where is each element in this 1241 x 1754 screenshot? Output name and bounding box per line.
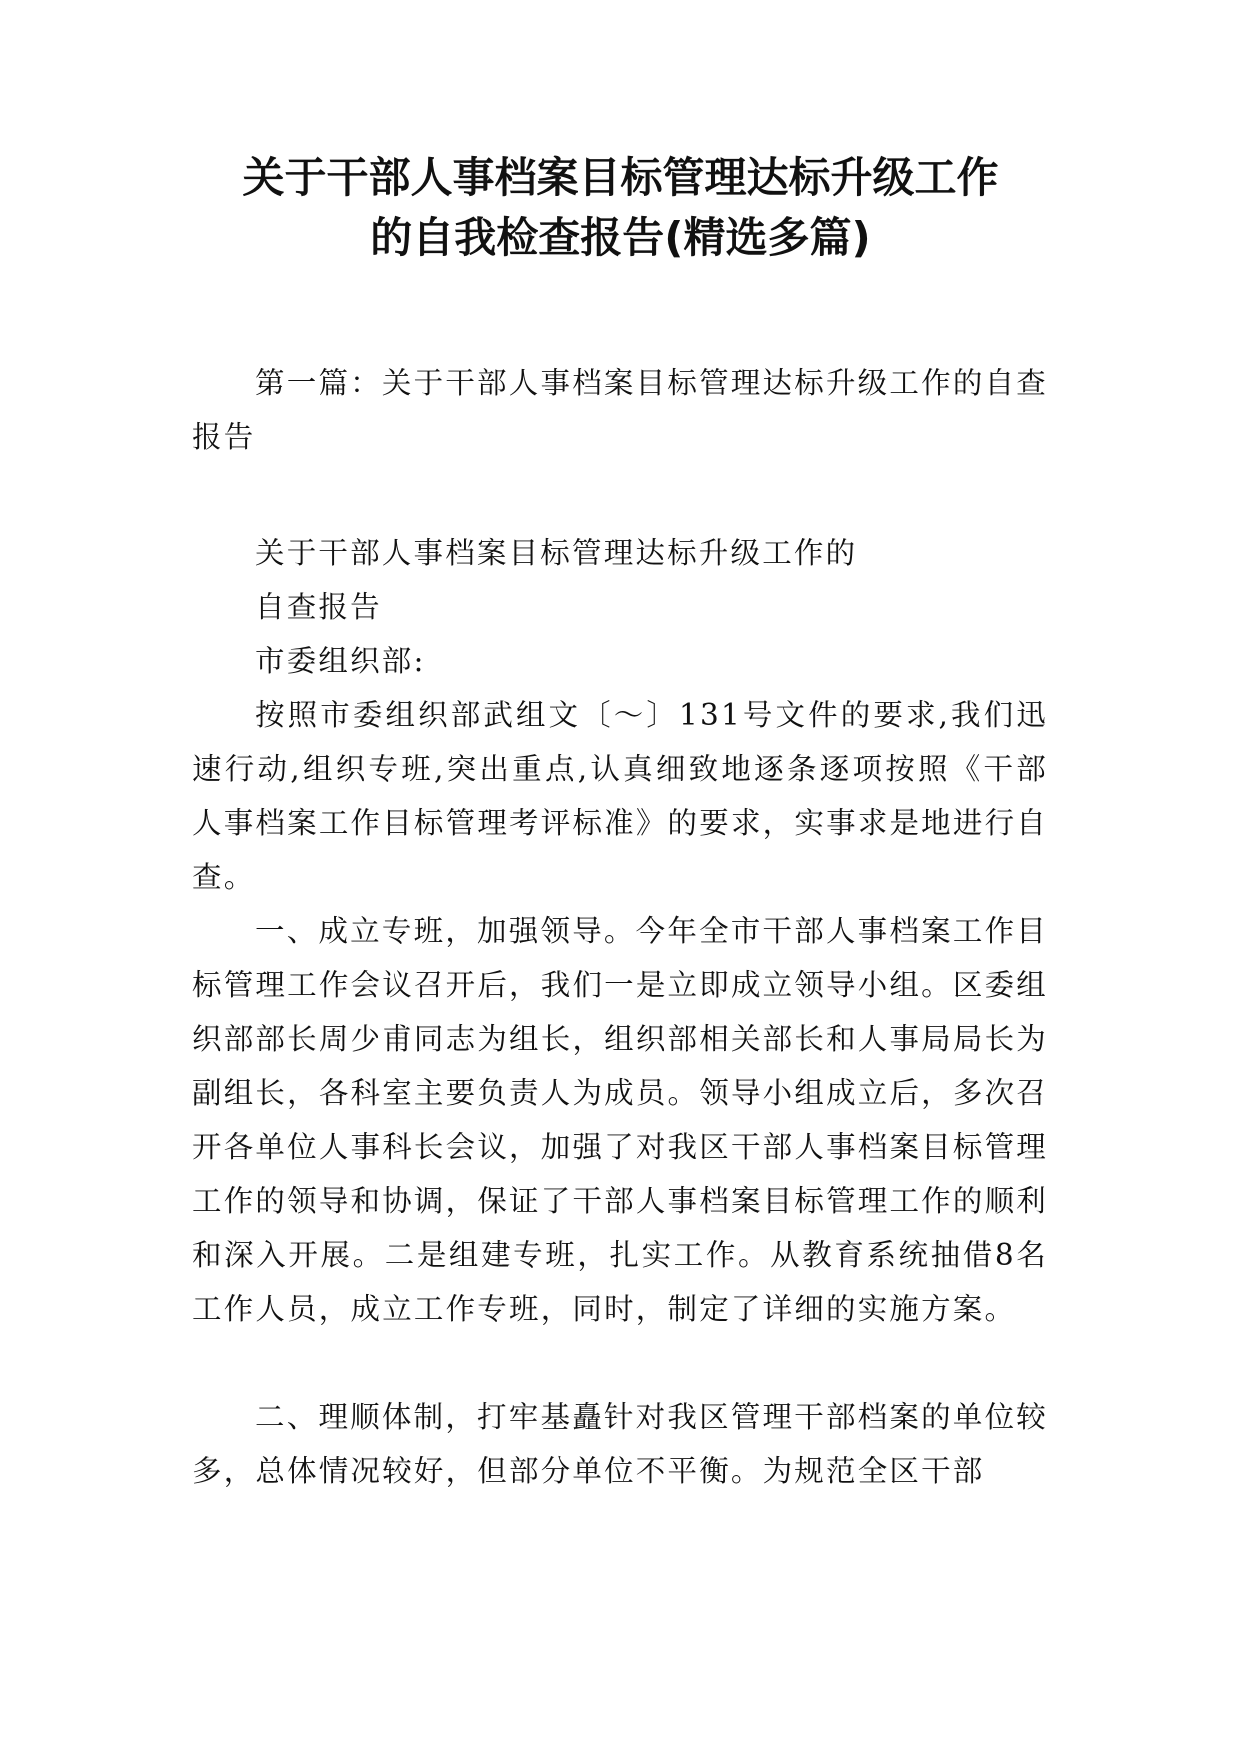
paragraph-section-2: 二、理顺体制，打牢基矗针对我区管理干部档案的单位较多，总体情况较好，但部分单位不平衡。为规范全区干部 bbox=[192, 1400, 1048, 1488]
document-title-line-1: 关于干部人事档案目标管理达标升级工作 bbox=[242, 153, 999, 202]
document-title bbox=[150, 148, 1091, 268]
report-title-line-1: 关于干部人事档案目标管理达标升级工作的 bbox=[255, 536, 858, 570]
paragraph-intro: 按照市委组织部武组文〔～〕131号文件的要求,我们迅速行动,组织专班,突出重点,认真细致地逐条逐项按照《干部人事档案工作目标管理考评标准》的要求，实事求是地进行自查。 bbox=[192, 698, 1048, 894]
report-title-line-2: 自查报告 bbox=[255, 590, 382, 624]
document-title-line-2: 的自我检查报告(精选多篇) bbox=[370, 213, 871, 262]
paragraph-section-1: 一、成立专班，加强领导。今年全市干部人事档案工作目标管理工作会议召开后，我们一是立即成立领导小组。区委组织部部长周少甫同志为组长，组织部相关部长和人事局局长为副组长，各科室主要负责人为成员。领导小组成立后，多次召开各单位人事科长会议，加强了对我区干部人事档案目标管理工作的领导和协调，保证了干部人事档案目标管理工作的顺利和深入开展。二是组建专班，扎实工作。从教育系统抽借8名工作人员，成立工作专班，同时，制定了详细的实施方案。 bbox=[192, 914, 1048, 1326]
addressee: 市委组织部: bbox=[255, 644, 426, 678]
section-heading: 第一篇：关于干部人事档案目标管理达标升级工作的自查报告 bbox=[192, 366, 1048, 454]
